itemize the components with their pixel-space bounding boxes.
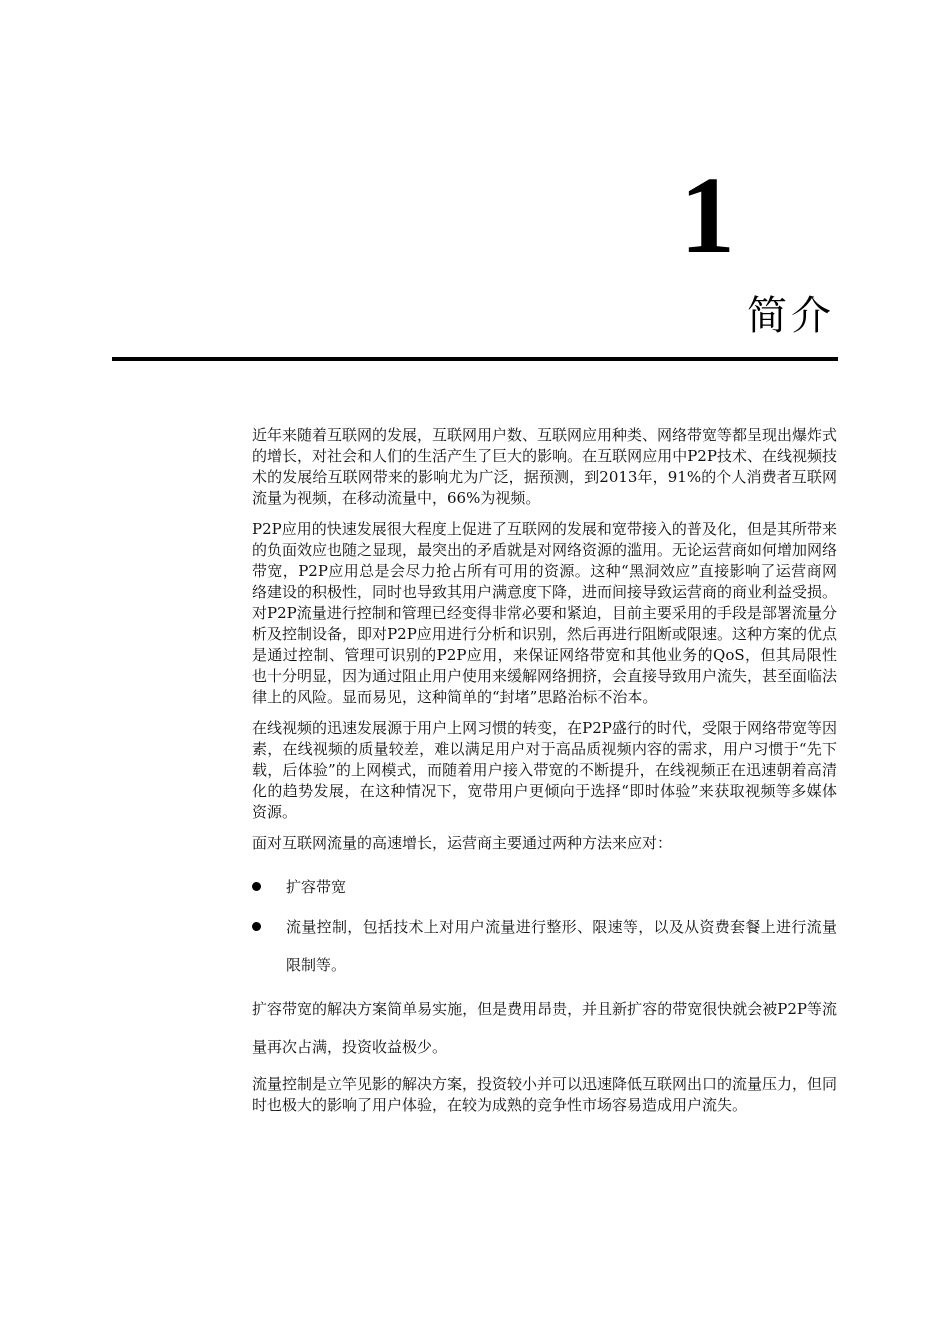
bullet-item (252, 868, 837, 906)
paragraph-4: 面对互联网流量的高速增长，运营商主要通过两种方法来应对： (252, 834, 673, 852)
paragraph-2: P2P应用的快速发展很大程度上促进了互联网的发展和宽带接入的普及化，但是其所带来的负面效应也随之显现，最突出的矛盾就是对网络资源的滥用。无论运营商如何增加网络带宽，P2P应用总是会尽力抢占所有可用的资源。这种“黑洞效应”直接影响了运营商网络建设的积极性，同时也导致其用户满意度下降，进而间接导致运营商的商业利益受损。对P2P流量进行控制和管理已经变得非常必要和紧迫，目前主要采用的手段是部署流量分析及控制设备，即对P2P应用进行分析和识别，然后再进行阻断或限速。这种方案的优点是通过控制、管理可识别的P2P应用，来保证网络带宽和其他业务的QoS，但其局限性也十分明显，因为通过阻止用户使用来缓解网络拥挤，会直接导致用户流失，甚至面临法律上的风险。显而易见，这种简单的“封堵”思路治标不治本。 (252, 520, 838, 706)
bullet-icon (252, 882, 261, 891)
chapter-number: 1 (680, 154, 735, 276)
bullet-item-text: 流量控制，包括技术上对用户流量进行整形、限速等，以及从资费套餐上进行流量限制等。 (286, 918, 837, 974)
bullet-item (252, 908, 837, 984)
paragraph-3: 在线视频的迅速发展源于用户上网习惯的转变，在P2P盛行的时代，受限于网络带宽等因素，在线视频的质量较差，难以满足用户对于高品质视频内容的需求，用户习惯于“先下载，后体验”的上网模式，而随着用户接入带宽的不断提升，在线视频正在迅速朝着高清化的趋势发展，在这种情况下，宽带用户更倾向于选择“即时体验”来获取视频等多媒体资源。 (252, 719, 837, 821)
chapter-divider (112, 357, 838, 361)
chapter-body (252, 425, 837, 1126)
paragraph-1: 近年来随着互联网的发展，互联网用户数、互联网应用种类、网络带宽等都呈现出爆炸式的增长，对社会和人们的生活产生了巨大的影响。在互联网应用中P2P技术、在线视频技术的发展给互联网带来的影响尤为广泛，据预测，到2013年，91%的个人消费者互联网流量为视频，在移动流量中，66%为视频。 (252, 426, 838, 507)
bullet-list (252, 868, 837, 984)
paragraph-5: 扩容带宽的解决方案简单易实施，但是费用昂贵，并且新扩容的带宽很快就会被P2P等流量再次占满，投资收益极少。 (252, 1000, 837, 1056)
bullet-item-text: 扩容带宽 (286, 878, 347, 896)
bullet-icon (252, 922, 261, 931)
paragraph-6: 流量控制是立竿见影的解决方案，投资较小并可以迅速降低互联网出口的流量压力，但同时也极大的影响了用户体验，在较为成熟的竞争性市场容易造成用户流失。 (252, 1075, 838, 1114)
chapter-title: 简介 (747, 293, 835, 339)
